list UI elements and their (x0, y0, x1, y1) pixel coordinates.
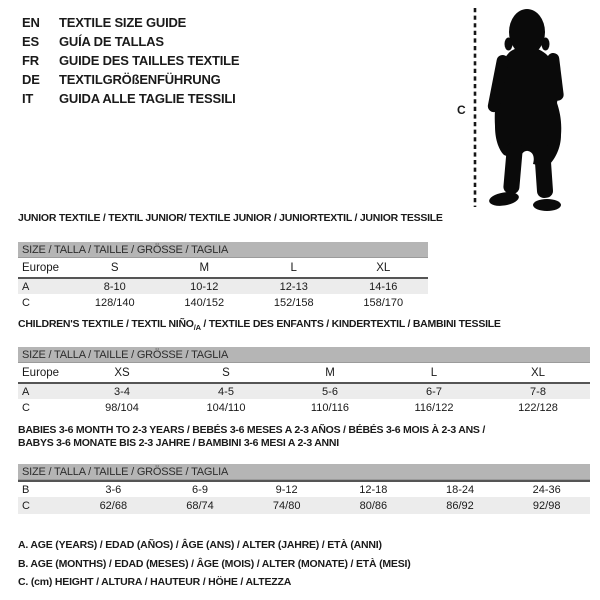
cell: 7-8 (530, 385, 546, 398)
row-label: A (22, 280, 30, 293)
cell: 6-7 (426, 385, 442, 398)
cell: 80/86 (359, 499, 388, 512)
language-code: IT (22, 91, 34, 106)
cell: 18-24 (445, 483, 475, 496)
row-label: C (22, 499, 30, 512)
size-header-bar (18, 242, 428, 258)
table-row-c (18, 497, 590, 514)
size-header-text: SIZE / TALLA / TAILLE / GRÖSSE / TAGLIA (22, 465, 229, 478)
cell: 92/98 (532, 499, 561, 512)
height-measure-label: C (457, 103, 466, 117)
cell: 122/128 (518, 401, 558, 414)
cell: 68/74 (186, 499, 214, 512)
size-col: M (325, 366, 335, 379)
table-row-a (18, 277, 428, 294)
language-row-fr (22, 51, 239, 70)
cell: 98/104 (105, 401, 139, 414)
size-col: L (290, 261, 297, 274)
size-table-children (18, 318, 590, 416)
footnote-c: C. (cm) HEIGHT / ALTURA / HAUTEUR / HÖHE / ALTEZZA (18, 576, 292, 588)
language-code: DE (22, 72, 40, 87)
cell: 4-5 (218, 385, 234, 398)
cell: 9-12 (275, 483, 298, 496)
cell: 12-18 (359, 483, 388, 496)
cell: 12-13 (279, 280, 308, 293)
row-label: C (22, 401, 30, 414)
title-part: CHILDREN'S TEXTILE / TEXTIL NIÑO (18, 318, 194, 330)
cell: 6-9 (192, 483, 208, 496)
cell: 158/170 (363, 296, 404, 309)
guide-title: TEXTILGRÖßENFÜHRUNG (59, 72, 221, 87)
cell: 152/158 (273, 296, 314, 309)
cell: 5-6 (322, 385, 338, 398)
row-label: C (22, 296, 30, 309)
cell: 10-12 (190, 280, 219, 293)
footnote-a: A. AGE (YEARS) / EDAD (AÑOS) / ÂGE (ANS) / ALTER (JAHRE) / ETÀ (ANNI) (18, 539, 382, 551)
row-label: Europe (22, 261, 60, 274)
table-row-a (18, 382, 590, 399)
guide-title: GUIDE DES TAILLES TEXTILE (59, 53, 240, 68)
title-part: / TEXTILE DES ENFANTS / KINDERTEXTIL / BAMBINI TESSILE (200, 318, 501, 330)
baby-silhouette-icon (470, 0, 590, 212)
table-row-b (18, 480, 590, 497)
table-title (18, 318, 590, 331)
cell: 110/116 (310, 401, 350, 414)
size-col: S (222, 366, 230, 379)
size-header-text: SIZE / TALLA / TAILLE / GRÖSSE / TAGLIA (22, 243, 229, 256)
cell: 128/140 (94, 296, 135, 309)
cell: 116/122 (414, 401, 454, 414)
size-col: S (110, 261, 119, 274)
language-code: FR (22, 53, 39, 68)
language-row-en (22, 13, 239, 32)
baby-silhouette-figure (470, 0, 590, 212)
language-row-es (22, 32, 239, 51)
footnote-b: B. AGE (MONTHS) / EDAD (MESES) / ÂGE (MOIS) / ALTER (MONATE) / ETÀ (MESI) (18, 557, 411, 570)
cell: 3-6 (105, 483, 122, 496)
size-col: L (430, 366, 438, 379)
language-code: EN (22, 15, 40, 30)
cell: 62/68 (99, 499, 128, 512)
size-table-junior (18, 212, 443, 311)
cell: 140/152 (184, 296, 225, 309)
size-header-bar (18, 464, 590, 480)
guide-title: GUIDA ALLE TAGLIE TESSILI (59, 91, 236, 106)
size-col: XL (530, 366, 546, 379)
size-col: M (199, 261, 210, 274)
row-label: A (22, 385, 30, 398)
size-table-babies (18, 424, 590, 514)
language-code: ES (22, 34, 39, 49)
size-col: XL (376, 261, 391, 274)
table-row-c (18, 399, 590, 416)
columns-row (18, 363, 590, 382)
size-header-text: SIZE / TALLA / TAILLE / GRÖSSE / TAGLIA (22, 348, 229, 361)
row-label: B (22, 483, 30, 496)
row-label: Europe (22, 366, 60, 379)
guide-title: TEXTILE SIZE GUIDE (59, 15, 187, 30)
title-subscript: /A (193, 323, 201, 333)
cell: 104/110 (206, 401, 246, 414)
cell: 24-36 (532, 483, 561, 496)
guide-title: GUÍA DE TALLAS (59, 34, 164, 49)
cell: 74/80 (272, 499, 301, 512)
size-col: XS (114, 366, 130, 379)
table-row-c (18, 294, 428, 311)
cell: 3-4 (114, 385, 130, 398)
cell: 8-10 (103, 280, 126, 293)
size-header-bar (18, 347, 590, 363)
language-title-list (22, 13, 239, 108)
columns-row (18, 258, 428, 277)
cell: 86/92 (446, 499, 474, 512)
cell: 14-16 (369, 280, 398, 293)
footnotes (18, 536, 411, 592)
table-title-line2: BABYS 3-6 MONATE BIS 2-3 JAHRE / BAMBINI 3-6 MESI A 2-3 ANNI (18, 437, 339, 449)
language-row-de (22, 70, 239, 89)
table-title: JUNIOR TEXTILE / TEXTIL JUNIOR/ TEXTILE JUNIOR / JUNIORTEXTIL / JUNIOR TESSILE (18, 212, 443, 224)
table-title-line1: BABIES 3-6 MONTH TO 2-3 YEARS / BEBÉS 3-6 MESES A 2-3 AÑOS / BÉBÉS 3-6 MOIS À 2-3 ANS / (18, 424, 486, 436)
language-row-it (22, 89, 239, 108)
